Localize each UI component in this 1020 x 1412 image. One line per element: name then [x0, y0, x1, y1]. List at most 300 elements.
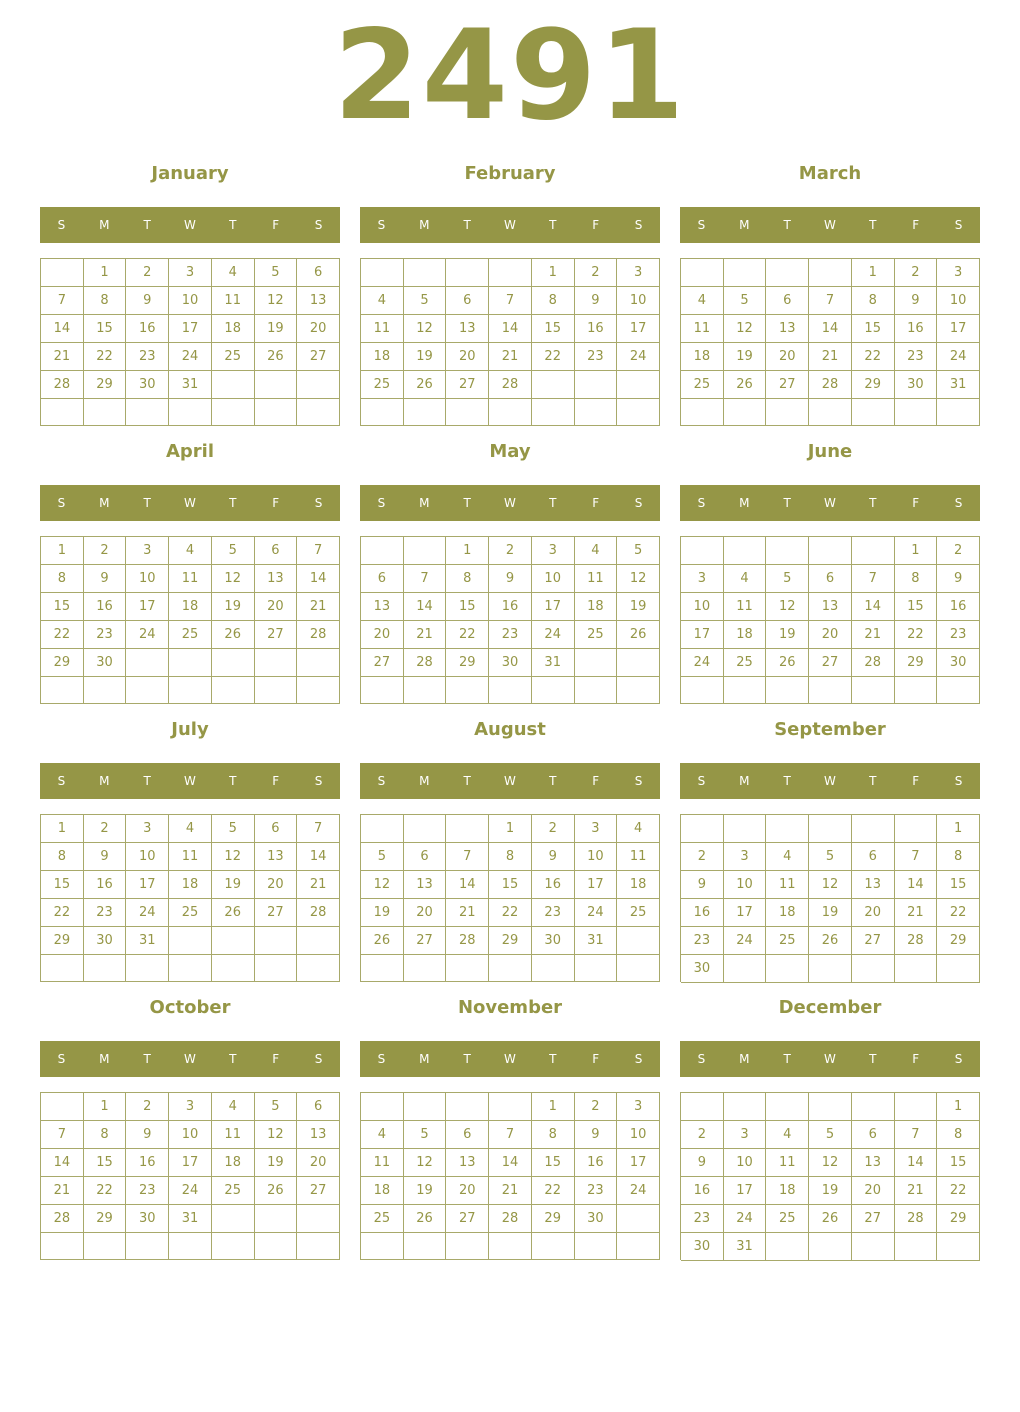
month-calendar	[680, 160, 980, 428]
weekday-label: S	[57, 496, 66, 510]
day-cell: 6	[297, 259, 340, 287]
weekday-label: S	[954, 1052, 963, 1066]
day-cell: 16	[489, 593, 532, 621]
day-cell: 31	[126, 927, 169, 955]
day-cell	[212, 1205, 255, 1233]
day-cell	[724, 399, 767, 426]
day-cell	[446, 399, 489, 426]
month-name: April	[165, 441, 215, 462]
day-cell	[766, 1093, 809, 1121]
day-cell	[724, 259, 767, 287]
day-cell: 9	[489, 565, 532, 593]
day-cell: 22	[41, 899, 84, 927]
day-cell	[169, 649, 212, 677]
day-cell: 11	[617, 843, 660, 871]
days-grid	[40, 536, 340, 704]
day-cell	[255, 649, 298, 677]
day-cell: 30	[532, 927, 575, 955]
day-cell	[895, 1093, 938, 1121]
weekday-label: T	[463, 774, 471, 788]
weekday-label: M	[739, 774, 750, 788]
day-cell: 31	[532, 649, 575, 677]
day-cell: 27	[809, 649, 852, 677]
day-cell: 15	[41, 871, 84, 899]
day-cell: 12	[617, 565, 660, 593]
weekday-label: S	[697, 218, 706, 232]
day-cell: 10	[724, 1149, 767, 1177]
day-cell	[532, 399, 575, 426]
day-cell	[937, 399, 980, 426]
day-cell: 3	[126, 815, 169, 843]
day-cell	[852, 1233, 895, 1261]
day-cell: 23	[681, 1205, 724, 1233]
day-cell: 24	[169, 1177, 212, 1205]
day-cell: 10	[532, 565, 575, 593]
day-cell	[126, 955, 169, 982]
weekday-label: F	[592, 1052, 600, 1066]
day-cell: 11	[766, 1149, 809, 1177]
day-cell	[766, 537, 809, 565]
day-cell: 29	[532, 1205, 575, 1233]
weekday-label: W	[824, 774, 836, 788]
day-cell: 20	[809, 621, 852, 649]
day-cell: 27	[852, 1205, 895, 1233]
month-calendar	[40, 716, 340, 984]
month-name: August	[474, 719, 546, 740]
day-cell: 2	[126, 259, 169, 287]
weekday-label: M	[99, 496, 110, 510]
day-cell: 12	[255, 287, 298, 315]
day-cell	[617, 399, 660, 426]
month-name: October	[149, 997, 231, 1018]
weekday-label: T	[549, 496, 557, 510]
day-cell: 1	[532, 259, 575, 287]
day-cell: 16	[681, 899, 724, 927]
day-cell	[617, 649, 660, 677]
day-cell	[937, 955, 980, 983]
day-cell: 8	[84, 1121, 127, 1149]
day-cell: 27	[404, 927, 447, 955]
day-cell	[895, 399, 938, 426]
day-cell	[404, 1093, 447, 1121]
day-cell: 25	[681, 371, 724, 399]
day-cell: 19	[404, 1177, 447, 1205]
day-cell: 22	[84, 343, 127, 371]
weekday-label: T	[549, 1052, 557, 1066]
day-cell: 2	[489, 537, 532, 565]
day-cell: 6	[446, 287, 489, 315]
day-cell	[297, 1233, 340, 1260]
month-calendar	[680, 994, 980, 1262]
day-cell: 13	[255, 843, 298, 871]
day-cell	[255, 677, 298, 704]
weekday-label: M	[739, 218, 750, 232]
day-cell: 15	[84, 1149, 127, 1177]
month-calendar	[680, 716, 980, 984]
day-cell: 30	[489, 649, 532, 677]
weekday-header	[40, 1041, 340, 1077]
day-cell: 3	[617, 1093, 660, 1121]
day-cell: 25	[361, 371, 404, 399]
weekday-label: W	[504, 496, 516, 510]
day-cell: 15	[937, 1149, 980, 1177]
day-cell: 4	[212, 259, 255, 287]
day-cell: 15	[489, 871, 532, 899]
day-cell: 2	[681, 843, 724, 871]
day-cell: 12	[255, 1121, 298, 1149]
day-cell	[937, 1233, 980, 1261]
days-grid	[360, 536, 660, 704]
day-cell: 31	[169, 1205, 212, 1233]
days-grid	[360, 258, 660, 426]
day-cell: 6	[852, 1121, 895, 1149]
day-cell: 16	[126, 1149, 169, 1177]
months-grid	[40, 160, 980, 1262]
day-cell: 4	[361, 287, 404, 315]
day-cell	[852, 537, 895, 565]
weekday-label: S	[57, 218, 66, 232]
day-cell	[681, 537, 724, 565]
day-cell: 8	[41, 565, 84, 593]
day-cell: 24	[126, 899, 169, 927]
weekday-label: M	[419, 1052, 430, 1066]
day-cell: 10	[169, 1121, 212, 1149]
day-cell: 16	[681, 1177, 724, 1205]
day-cell: 7	[489, 287, 532, 315]
day-cell: 13	[446, 315, 489, 343]
day-cell: 22	[489, 899, 532, 927]
day-cell	[41, 259, 84, 287]
month-calendar	[360, 160, 660, 428]
weekday-label: S	[377, 218, 386, 232]
day-cell	[809, 399, 852, 426]
weekday-label: S	[954, 218, 963, 232]
day-cell: 9	[532, 843, 575, 871]
day-cell: 31	[169, 371, 212, 399]
day-cell: 9	[84, 565, 127, 593]
day-cell: 17	[126, 593, 169, 621]
weekday-label: W	[184, 774, 196, 788]
weekday-label: S	[697, 774, 706, 788]
day-cell: 14	[297, 565, 340, 593]
day-cell: 18	[361, 1177, 404, 1205]
day-cell: 12	[809, 871, 852, 899]
day-cell	[489, 955, 532, 982]
day-cell: 8	[937, 1121, 980, 1149]
day-cell: 30	[126, 371, 169, 399]
day-cell: 30	[681, 1233, 724, 1261]
day-cell: 12	[404, 1149, 447, 1177]
day-cell	[446, 955, 489, 982]
day-cell: 5	[404, 1121, 447, 1149]
day-cell: 25	[212, 1177, 255, 1205]
day-cell: 4	[169, 815, 212, 843]
day-cell: 18	[361, 343, 404, 371]
weekday-label: F	[272, 218, 280, 232]
day-cell	[41, 1093, 84, 1121]
weekday-header	[680, 207, 980, 243]
weekday-label: S	[377, 1052, 386, 1066]
day-cell	[766, 815, 809, 843]
day-cell: 20	[297, 1149, 340, 1177]
day-cell: 23	[126, 1177, 169, 1205]
weekday-label: S	[697, 1052, 706, 1066]
day-cell: 4	[361, 1121, 404, 1149]
day-cell: 11	[724, 593, 767, 621]
day-cell	[84, 677, 127, 704]
day-cell: 24	[575, 899, 618, 927]
day-cell: 23	[937, 621, 980, 649]
day-cell: 1	[84, 1093, 127, 1121]
weekday-label: M	[419, 774, 430, 788]
day-cell	[489, 677, 532, 704]
day-cell: 13	[852, 871, 895, 899]
day-cell: 20	[852, 1177, 895, 1205]
day-cell: 22	[895, 621, 938, 649]
day-cell	[724, 815, 767, 843]
day-cell	[41, 955, 84, 982]
days-grid	[360, 1092, 660, 1260]
day-cell	[895, 955, 938, 983]
day-cell: 23	[126, 343, 169, 371]
days-grid	[40, 258, 340, 426]
weekday-label: M	[99, 774, 110, 788]
day-cell: 25	[361, 1205, 404, 1233]
day-cell	[809, 1093, 852, 1121]
weekday-label: F	[272, 496, 280, 510]
day-cell	[169, 399, 212, 426]
day-cell	[809, 677, 852, 704]
weekday-label: T	[869, 496, 877, 510]
day-cell: 10	[724, 871, 767, 899]
day-cell: 4	[169, 537, 212, 565]
day-cell: 13	[852, 1149, 895, 1177]
day-cell	[532, 955, 575, 982]
day-cell: 10	[617, 1121, 660, 1149]
day-cell	[809, 955, 852, 983]
month-calendar	[40, 438, 340, 706]
day-cell	[297, 649, 340, 677]
day-cell: 29	[895, 649, 938, 677]
day-cell: 6	[446, 1121, 489, 1149]
day-cell: 17	[681, 621, 724, 649]
day-cell	[41, 399, 84, 426]
day-cell: 15	[937, 871, 980, 899]
day-cell: 20	[361, 621, 404, 649]
day-cell: 2	[84, 537, 127, 565]
day-cell: 4	[766, 843, 809, 871]
day-cell: 2	[575, 1093, 618, 1121]
day-cell	[724, 677, 767, 704]
day-cell: 14	[489, 1149, 532, 1177]
weekday-label: S	[314, 774, 323, 788]
day-cell: 5	[404, 287, 447, 315]
day-cell: 14	[852, 593, 895, 621]
day-cell: 21	[809, 343, 852, 371]
day-cell: 20	[852, 899, 895, 927]
day-cell	[84, 1233, 127, 1260]
day-cell	[255, 955, 298, 982]
weekday-label: S	[57, 1052, 66, 1066]
day-cell	[575, 677, 618, 704]
day-cell: 24	[617, 1177, 660, 1205]
month-calendar	[360, 438, 660, 706]
day-cell: 1	[84, 259, 127, 287]
day-cell: 29	[937, 1205, 980, 1233]
day-cell: 15	[84, 315, 127, 343]
day-cell: 9	[126, 287, 169, 315]
day-cell	[681, 815, 724, 843]
weekday-label: S	[377, 496, 386, 510]
day-cell: 6	[852, 843, 895, 871]
day-cell: 23	[575, 343, 618, 371]
day-cell: 25	[169, 899, 212, 927]
day-cell: 27	[255, 899, 298, 927]
weekday-label: M	[419, 218, 430, 232]
day-cell: 26	[404, 371, 447, 399]
day-cell	[617, 677, 660, 704]
day-cell: 5	[361, 843, 404, 871]
day-cell: 19	[724, 343, 767, 371]
days-grid	[680, 814, 980, 982]
weekday-header	[360, 207, 660, 243]
day-cell: 1	[446, 537, 489, 565]
days-grid	[680, 258, 980, 426]
day-cell: 27	[361, 649, 404, 677]
weekday-label: F	[592, 218, 600, 232]
weekday-label: F	[912, 496, 920, 510]
day-cell: 16	[84, 593, 127, 621]
day-cell: 21	[41, 343, 84, 371]
day-cell: 11	[575, 565, 618, 593]
days-grid	[680, 1092, 980, 1260]
weekday-label: M	[419, 496, 430, 510]
day-cell: 2	[681, 1121, 724, 1149]
month-name: May	[489, 441, 531, 462]
day-cell: 17	[724, 1177, 767, 1205]
day-cell	[404, 677, 447, 704]
day-cell: 25	[169, 621, 212, 649]
day-cell: 18	[169, 871, 212, 899]
day-cell: 11	[212, 287, 255, 315]
day-cell	[446, 815, 489, 843]
day-cell: 26	[617, 621, 660, 649]
weekday-label: T	[549, 774, 557, 788]
weekday-label: W	[504, 218, 516, 232]
day-cell: 14	[446, 871, 489, 899]
weekday-header	[40, 485, 340, 521]
day-cell	[404, 815, 447, 843]
day-cell: 2	[895, 259, 938, 287]
day-cell: 11	[212, 1121, 255, 1149]
day-cell: 24	[169, 343, 212, 371]
day-cell: 25	[575, 621, 618, 649]
month-calendar	[40, 160, 340, 428]
day-cell: 2	[937, 537, 980, 565]
day-cell: 21	[895, 899, 938, 927]
weekday-header	[360, 485, 660, 521]
day-cell: 22	[532, 343, 575, 371]
day-cell: 28	[297, 621, 340, 649]
day-cell: 3	[126, 537, 169, 565]
day-cell: 27	[446, 1205, 489, 1233]
day-cell: 5	[212, 537, 255, 565]
day-cell: 29	[41, 649, 84, 677]
day-cell: 6	[255, 815, 298, 843]
day-cell: 6	[361, 565, 404, 593]
weekday-label: T	[549, 218, 557, 232]
day-cell: 21	[404, 621, 447, 649]
day-cell	[681, 677, 724, 704]
day-cell: 4	[212, 1093, 255, 1121]
day-cell: 30	[681, 955, 724, 983]
day-cell: 17	[169, 315, 212, 343]
day-cell	[724, 955, 767, 983]
day-cell: 19	[212, 593, 255, 621]
day-cell: 10	[169, 287, 212, 315]
day-cell	[361, 537, 404, 565]
day-cell: 22	[937, 899, 980, 927]
weekday-header	[40, 207, 340, 243]
day-cell: 13	[255, 565, 298, 593]
day-cell	[255, 1233, 298, 1260]
day-cell: 3	[575, 815, 618, 843]
weekday-label: S	[634, 774, 643, 788]
day-cell	[852, 1093, 895, 1121]
day-cell: 23	[84, 621, 127, 649]
day-cell	[212, 399, 255, 426]
day-cell: 28	[895, 1205, 938, 1233]
day-cell: 20	[446, 1177, 489, 1205]
day-cell: 19	[809, 899, 852, 927]
day-cell	[169, 1233, 212, 1260]
day-cell: 18	[724, 621, 767, 649]
weekday-label: W	[184, 496, 196, 510]
day-cell: 6	[404, 843, 447, 871]
day-cell: 2	[532, 815, 575, 843]
day-cell: 16	[126, 315, 169, 343]
day-cell	[766, 1233, 809, 1261]
day-cell: 9	[895, 287, 938, 315]
day-cell: 13	[297, 287, 340, 315]
weekday-label: S	[314, 218, 323, 232]
weekday-label: S	[314, 1052, 323, 1066]
day-cell: 21	[895, 1177, 938, 1205]
day-cell	[255, 371, 298, 399]
weekday-header	[680, 763, 980, 799]
day-cell	[212, 649, 255, 677]
day-cell: 18	[766, 899, 809, 927]
day-cell	[575, 649, 618, 677]
weekday-label: T	[463, 496, 471, 510]
day-cell: 2	[575, 259, 618, 287]
day-cell: 26	[809, 927, 852, 955]
day-cell	[489, 1233, 532, 1260]
day-cell: 9	[575, 1121, 618, 1149]
day-cell: 4	[724, 565, 767, 593]
day-cell: 19	[212, 871, 255, 899]
day-cell: 21	[446, 899, 489, 927]
day-cell	[361, 815, 404, 843]
weekday-label: F	[912, 774, 920, 788]
day-cell: 21	[489, 1177, 532, 1205]
day-cell	[361, 399, 404, 426]
weekday-header	[360, 1041, 660, 1077]
month-name: June	[807, 441, 853, 462]
weekday-header	[680, 1041, 980, 1077]
day-cell: 13	[446, 1149, 489, 1177]
day-cell: 8	[852, 287, 895, 315]
